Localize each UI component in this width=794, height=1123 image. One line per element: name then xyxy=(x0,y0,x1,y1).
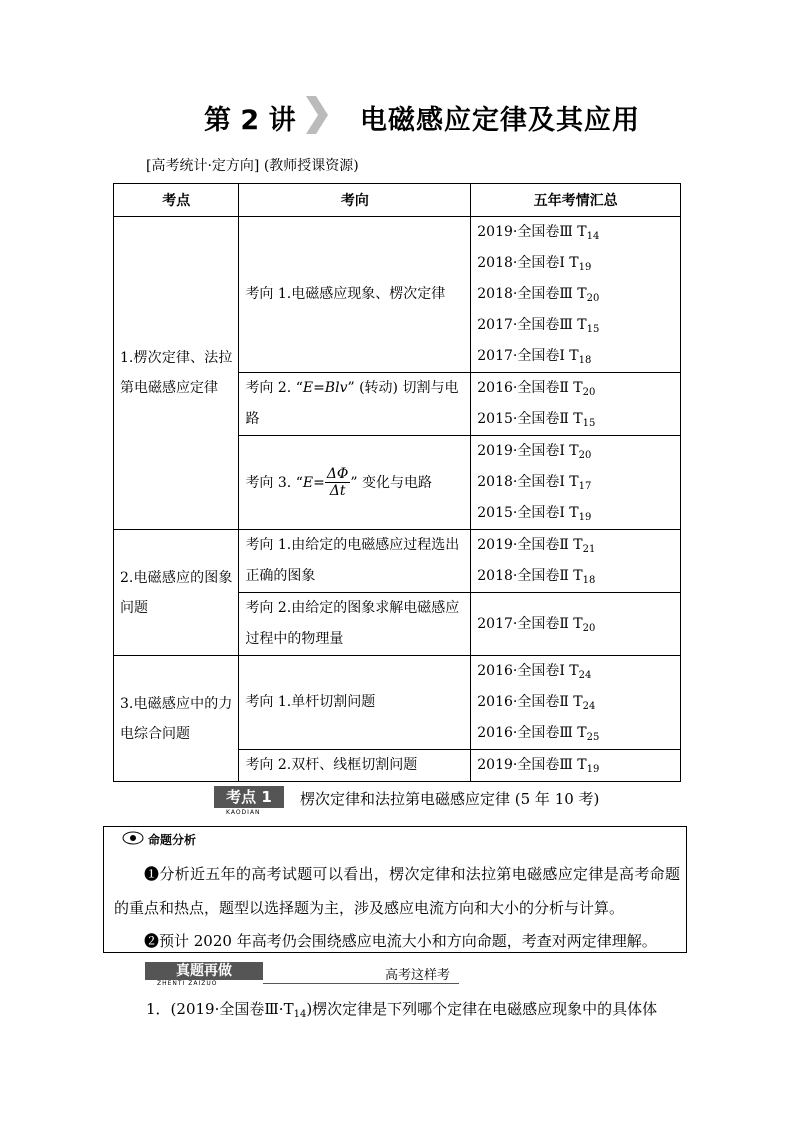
kaodian-title: 楞次定律和法拉第电磁感应定律 (5 年 10 考) xyxy=(300,790,600,808)
point-cell xyxy=(114,530,239,656)
direction-prefix: 考向 3. “ xyxy=(245,474,303,491)
exam-entry xyxy=(477,530,674,561)
chevron-right-icon xyxy=(306,96,328,134)
exam-year: 2018·全国卷Ⅰ T xyxy=(477,255,579,271)
lightbulb-icon xyxy=(122,831,144,845)
exam-year: 2015·全国卷Ⅰ T xyxy=(477,505,579,521)
direction-cell xyxy=(239,373,471,436)
exam-year: 2019·全国卷Ⅰ T xyxy=(477,443,579,459)
direction-cell xyxy=(239,593,471,656)
exam-cell xyxy=(471,436,681,530)
kaodian-badge-sub: KAODIAN xyxy=(226,809,261,816)
exam-entry xyxy=(477,467,674,498)
col-header-direction: 考向 xyxy=(239,184,471,217)
question-1 xyxy=(146,998,657,1019)
exam-year: 2018·全国卷Ⅰ T xyxy=(477,474,579,490)
direction-cell xyxy=(239,750,471,782)
col-header-point: 考点 xyxy=(114,184,239,217)
exam-question-number: 18 xyxy=(582,575,596,586)
exam-entry xyxy=(477,404,674,435)
exam-question-number: 21 xyxy=(582,544,596,555)
exam-entry xyxy=(477,498,674,529)
direction-text xyxy=(245,463,464,503)
zhenti-label: 真题再做 xyxy=(145,962,263,980)
analysis-box xyxy=(103,826,687,953)
exam-year: 2019·全国卷Ⅲ T xyxy=(477,757,587,773)
divider xyxy=(263,983,459,984)
direction-cell xyxy=(239,436,471,530)
table-row xyxy=(114,530,681,593)
exam-question-number: 20 xyxy=(582,622,596,634)
exam-year: 2019·全国卷Ⅱ T xyxy=(477,537,583,553)
exam-cell xyxy=(471,656,681,750)
exam-year: 2016·全国卷Ⅱ T xyxy=(477,380,583,396)
question-sub: 14 xyxy=(293,1009,307,1020)
point-text: 3.电磁感应中的力电综合问题 xyxy=(120,695,233,742)
exam-question-number: 24 xyxy=(582,701,596,712)
exam-year: 2016·全国卷Ⅰ T xyxy=(477,663,579,679)
exam-entry xyxy=(477,248,674,279)
zhenti-sub: ZHENTI ZAIZUO xyxy=(157,980,218,987)
analysis-header xyxy=(148,831,196,848)
formula-fraction xyxy=(325,466,351,499)
exam-question-number: 19 xyxy=(578,262,592,273)
exam-question-number: 19 xyxy=(586,764,600,775)
exam-entry xyxy=(477,436,674,467)
exam-year: 2018·全国卷Ⅱ T xyxy=(477,568,583,584)
exam-entry xyxy=(477,656,674,687)
exam-question-number: 15 xyxy=(586,324,600,335)
exam-question-number: 19 xyxy=(578,512,592,523)
exam-year: 2018·全国卷Ⅲ T xyxy=(477,286,587,302)
exam-entry xyxy=(477,687,674,718)
lecture-number: 第 2 讲 xyxy=(204,105,296,136)
exam-cell xyxy=(471,530,681,593)
point-cell xyxy=(114,656,239,782)
col-header-exams: 五年考情汇总 xyxy=(471,184,681,217)
formula-e: E= xyxy=(302,474,325,491)
point-cell xyxy=(114,217,239,530)
table-row xyxy=(114,217,681,373)
fraction-denominator: Δt xyxy=(329,483,346,499)
exam-cell xyxy=(471,750,681,782)
direction-text xyxy=(245,373,464,435)
stat-label: [高考统计·定方向] (教师授课资源) xyxy=(146,158,359,174)
page-title: 电磁感应定律及其应用 xyxy=(360,105,640,136)
exam-question-number: 20 xyxy=(582,387,596,398)
direction-suffix: ” (转动) 切割与电路 xyxy=(245,380,459,427)
exam-stat-table xyxy=(113,183,681,782)
exam-year: 2017·全国卷Ⅲ T xyxy=(477,317,587,333)
exam-question-number: 18 xyxy=(578,355,592,366)
direction-text: 考向 1.由给定的电磁感应过程选出正确的图象 xyxy=(245,537,460,584)
exam-year: 2017·全国卷Ⅰ T xyxy=(477,348,579,364)
exam-question-number: 24 xyxy=(578,670,592,681)
lecture-header xyxy=(0,96,794,140)
zhenti-right: 高考这样考 xyxy=(385,968,451,983)
direction-text: 考向 2.双杆、线框切割问题 xyxy=(245,757,418,773)
analysis-paragraph-1: ❶分析近五年的高考试题可以看出，楞次定律和法拉第电磁感应定律是高考命题的重点和热点，题型以选择题为主，涉及感应电流方向和大小的分析与计算。 xyxy=(114,865,680,917)
exam-question-number: 15 xyxy=(582,418,596,429)
exam-entry xyxy=(477,279,674,310)
exam-year: 2017·全国卷Ⅱ T xyxy=(477,615,583,632)
direction-text: 考向 2.由给定的图象求解电磁感应过程中的物理量 xyxy=(245,600,460,647)
exam-question-number: 20 xyxy=(578,450,592,461)
exam-entry xyxy=(477,310,674,341)
exam-year: 2015·全国卷Ⅱ T xyxy=(477,411,583,427)
exam-question-number: 14 xyxy=(586,231,600,242)
exam-entry xyxy=(477,561,674,592)
question-prefix: 1．(2019·全国卷Ⅲ·T xyxy=(146,1000,294,1018)
table-header-row xyxy=(114,184,681,217)
analysis-paragraph-2: ❷预计 2020 年高考仍会围绕感应电流大小和方向命题，考查对两定律理解。 xyxy=(144,932,657,950)
exam-entry xyxy=(477,217,674,248)
zhenti-heading xyxy=(145,962,459,988)
analysis-header-text: 命题分析 xyxy=(148,833,197,847)
direction-suffix: ” 变化与电路 xyxy=(350,474,433,491)
exam-question-number: 17 xyxy=(578,481,592,492)
exam-cell xyxy=(471,217,681,373)
exam-year: 2016·全国卷Ⅲ T xyxy=(477,725,587,741)
question-text: )楞次定律是下列哪个定律在电磁感应现象中的具体体 xyxy=(306,1000,658,1018)
point-text: 1.楞次定律、法拉第电磁感应定律 xyxy=(120,350,233,396)
exam-entry xyxy=(477,750,674,781)
direction-cell xyxy=(239,217,471,373)
exam-year: 2019·全国卷Ⅲ T xyxy=(477,224,587,240)
point-text: 2.电磁感应的图象问题 xyxy=(120,569,233,616)
direction-cell xyxy=(239,530,471,593)
exam-cell xyxy=(471,593,681,656)
direction-text: 考向 1.电磁感应现象、楞次定律 xyxy=(245,286,446,302)
fraction-numerator: ΔΦ xyxy=(326,466,349,482)
exam-entry xyxy=(477,718,674,749)
direction-text: 考向 1.单杆切割问题 xyxy=(245,694,376,710)
table-row xyxy=(114,656,681,750)
direction-cell xyxy=(239,656,471,750)
exam-question-number: 20 xyxy=(586,293,600,304)
exam-cell xyxy=(471,373,681,436)
direction-prefix: 考向 2. “ xyxy=(245,380,303,396)
exam-entry xyxy=(477,609,674,640)
exam-entry xyxy=(477,341,674,372)
kaodian-badge: 考点 1 xyxy=(214,786,284,808)
formula-blv: E=Blv xyxy=(302,380,348,396)
exam-question-number: 25 xyxy=(586,732,600,743)
exam-year: 2016·全国卷Ⅱ T xyxy=(477,694,583,710)
exam-entry xyxy=(477,373,674,404)
